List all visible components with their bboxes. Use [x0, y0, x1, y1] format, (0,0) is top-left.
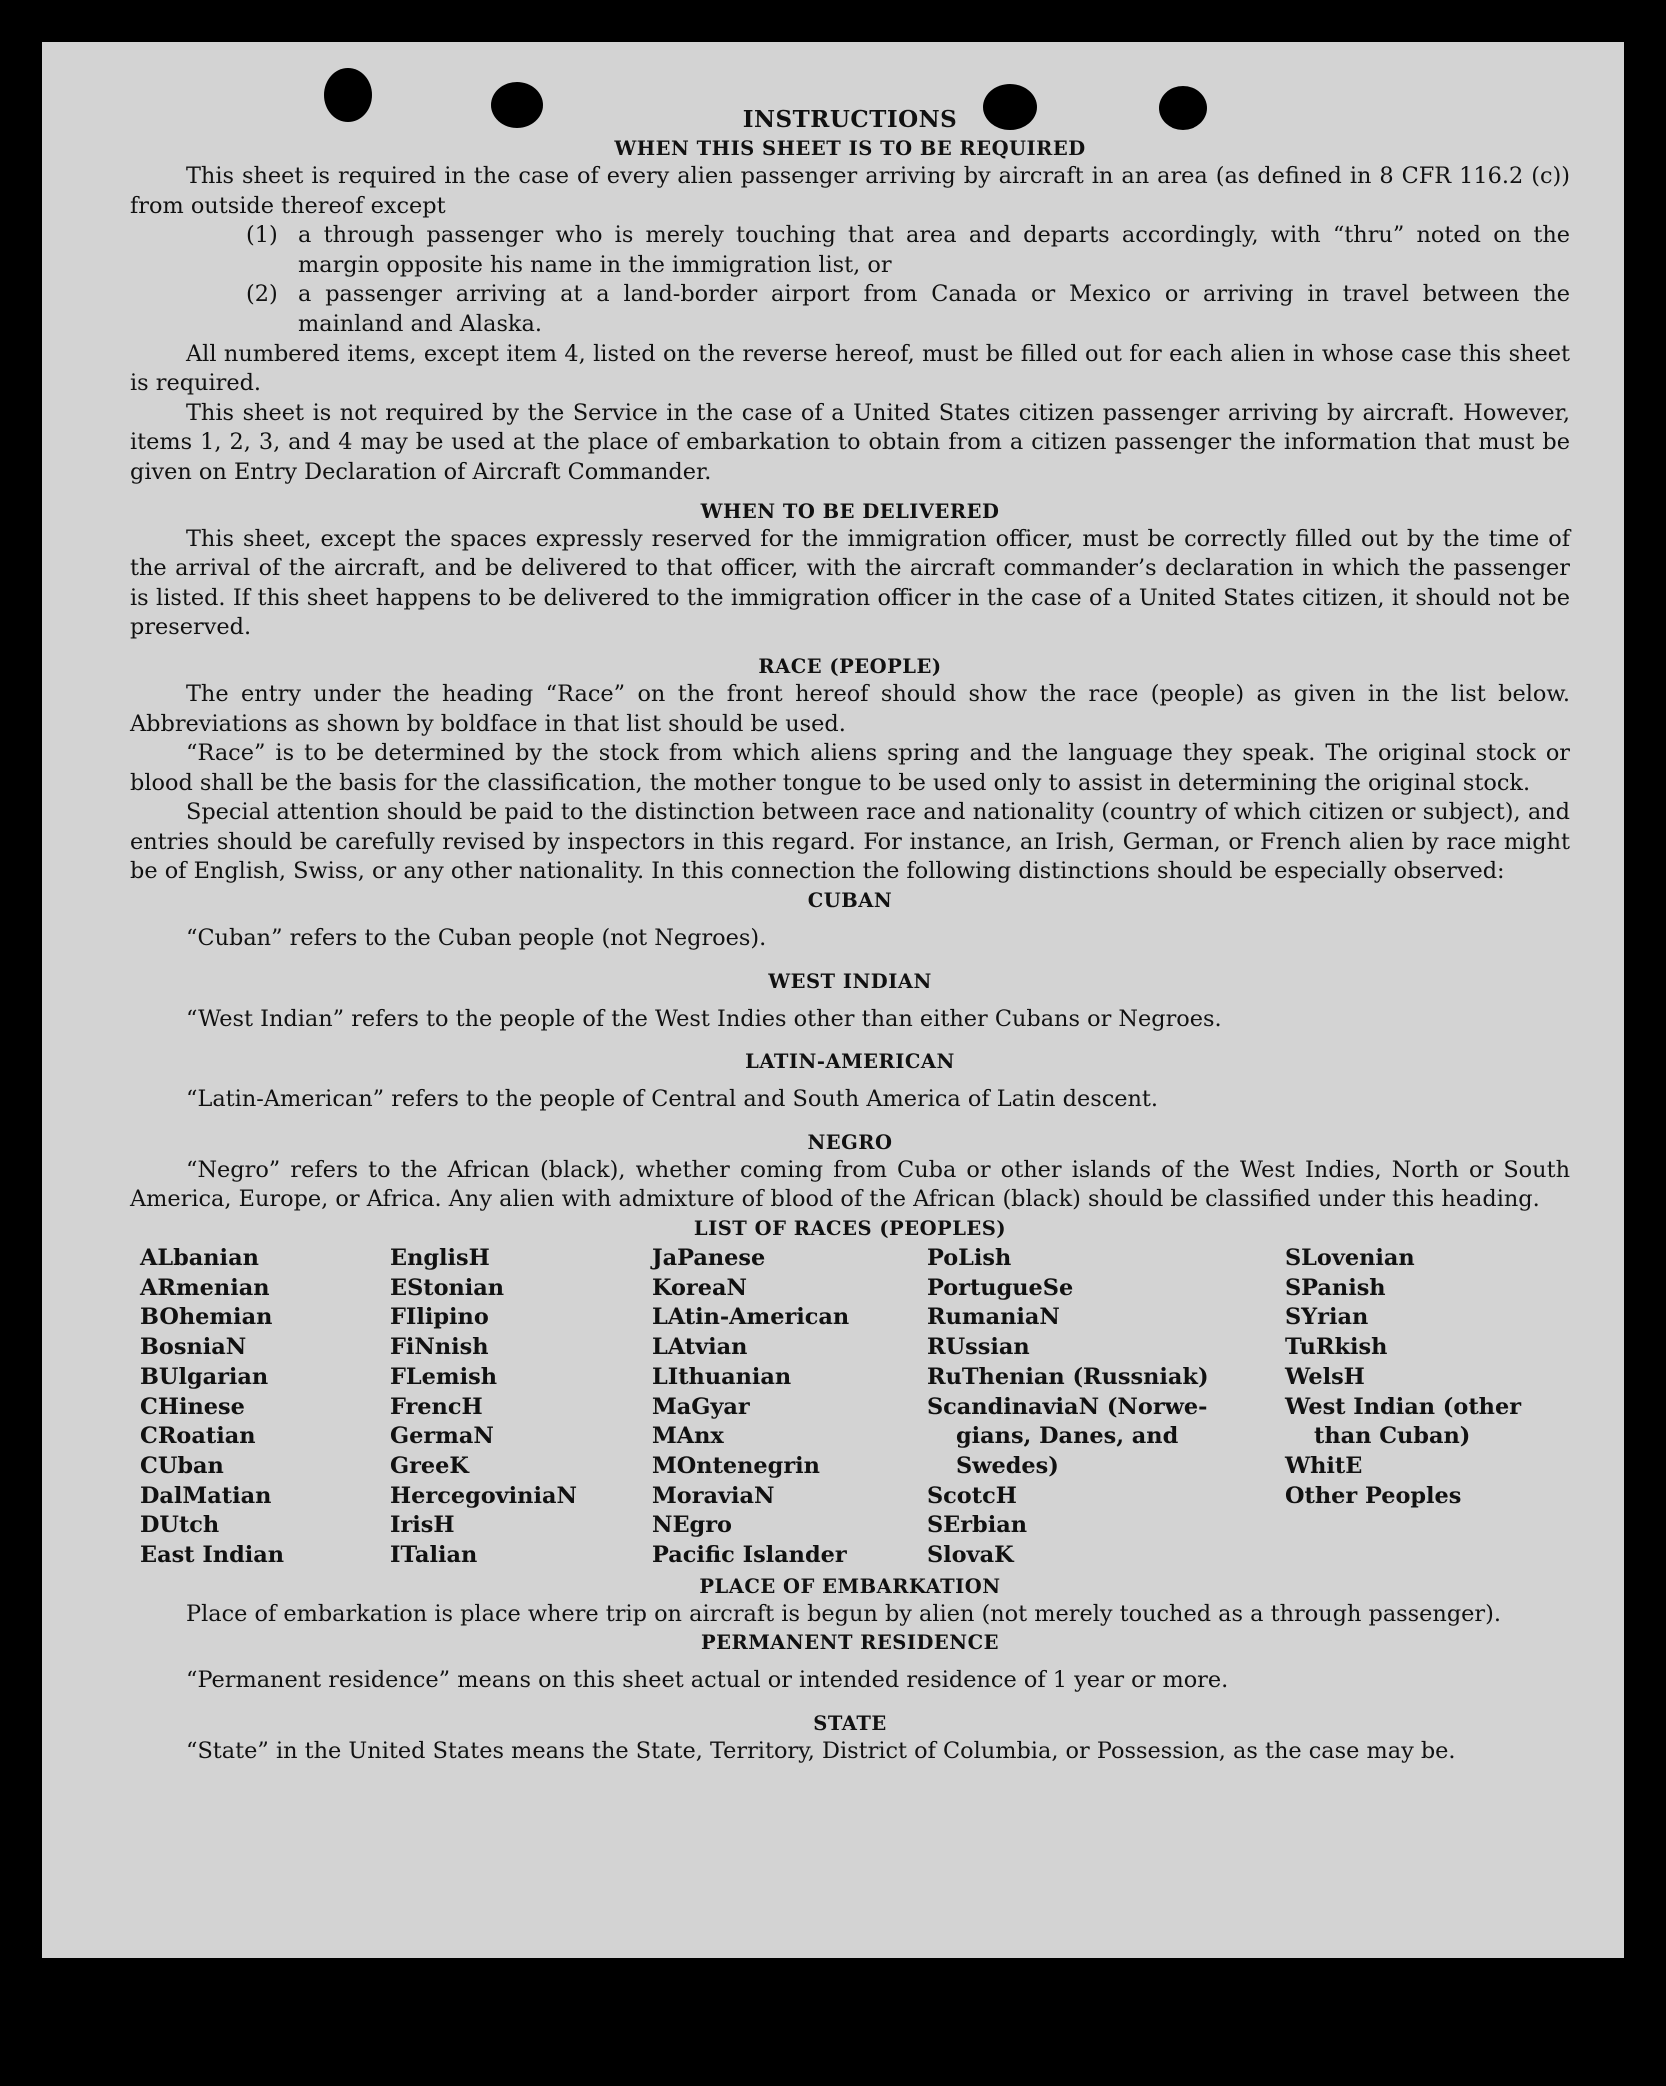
paragraph: “Negro” refers to the African (black), whether coming from Cuba or other islands of the West Indies, North or South America, Europe, or Africa. Any alien with admixture of blood of the African (black) should be classified under this heading.	[130, 1156, 1570, 1213]
race-entry: HercegoviniaN	[390, 1482, 577, 1509]
instructions-body	[130, 106, 1570, 1767]
race-entry: West Indian (other	[1285, 1393, 1521, 1420]
race-entry	[1285, 1541, 1555, 1571]
race-entry: PortugueSe	[927, 1274, 1074, 1301]
item-number: (1)	[246, 222, 278, 249]
race-entry: PoLish	[927, 1245, 1012, 1272]
paragraph: All numbered items, except item 4, listed on the reverse hereof, must be filled out for each alien in whose case this sheet is required.	[130, 340, 1570, 397]
race-entry: FIlipino	[390, 1304, 489, 1331]
list-item	[130, 280, 1570, 339]
section-heading-state: STATE	[813, 1711, 887, 1735]
race-entry: TuRkish	[1285, 1334, 1388, 1361]
race-entry: FiNnish	[390, 1334, 489, 1361]
race-entry: JaPanese	[652, 1245, 766, 1272]
paragraph: Special attention should be paid to the distinction between race and nationality (country of which citizen or subject), and entries should be carefully revised by inspectors in this regard. For instance, an Irish, German, or French alien by race might be of English, Swiss, or any other nationality. In this connection the following distinctions should be especially observed:	[130, 799, 1570, 885]
race-entry: EStonian	[390, 1274, 505, 1301]
race-entry: SYrian	[1285, 1304, 1369, 1331]
section-heading-races-list: LIST OF RACES (PEOPLES)	[693, 1217, 1007, 1241]
race-entry: MAnx	[652, 1423, 724, 1450]
race-entry: ARmenian	[140, 1274, 270, 1301]
paragraph: “Latin-American” refers to the people of Central and South America of Latin descent.	[186, 1086, 1159, 1113]
race-entry: Other Peoples	[1285, 1482, 1462, 1509]
race-entry: LAtin-American	[652, 1304, 850, 1331]
paragraph: This sheet is not required by the Service in the case of a United States citizen passenger arriving by aircraft. However, items 1, 2, 3, and 4 may be used at the place of embarkation to obtain from a citizen passenger the information that must be given on Entry Declaration of Aircraft Commander.	[130, 399, 1570, 485]
race-entry: ScandinaviaN (Norwe-	[927, 1393, 1208, 1420]
race-entry: FLemish	[390, 1363, 497, 1390]
item-number: (2)	[246, 281, 278, 308]
race-entry: EnglisH	[390, 1245, 490, 1272]
paragraph: “Permanent residence” means on this sheet actual or intended residence of 1 year or more.	[186, 1667, 1229, 1694]
race-entry: gians, Danes, and	[956, 1423, 1179, 1450]
race-entry: MoraviaN	[652, 1482, 775, 1509]
race-entry: NEgro	[652, 1512, 732, 1539]
page-title: INSTRUCTIONS	[742, 106, 958, 133]
list-item	[130, 221, 1570, 280]
race-entry: MaGyar	[652, 1393, 750, 1420]
race-entry: DUtch	[140, 1512, 220, 1539]
race-entry: CRoatian	[140, 1423, 256, 1450]
race-entry: RuThenian (Russniak)	[927, 1363, 1209, 1390]
race-entry: CHinese	[140, 1393, 245, 1420]
race-entry: ScotcH	[927, 1482, 1017, 1509]
race-entry: SPanish	[1285, 1274, 1386, 1301]
item-text: a through passenger who is merely touching that area and departs accordingly, with “thru” noted on the margin opposite his name in the immigration list, or	[298, 222, 1570, 278]
section-heading-when-required: WHEN THIS SHEET IS TO BE REQUIRED	[614, 137, 1086, 160]
race-entry	[1285, 1511, 1555, 1541]
race-entry: FrencH	[390, 1393, 483, 1420]
section-heading-cuban: CUBAN	[807, 889, 893, 913]
race-entry: BUlgarian	[140, 1363, 269, 1390]
race-entry: WhitE	[1285, 1452, 1363, 1479]
section-heading-latin-american: LATIN-AMERICAN	[745, 1050, 955, 1074]
section-heading-negro: NEGRO	[807, 1130, 893, 1154]
section-heading-residence: PERMANENT RESIDENCE	[700, 1631, 999, 1655]
race-entry: ALbanian	[140, 1245, 259, 1272]
race-entry: GermaN	[390, 1423, 494, 1450]
race-entry: ITalian	[390, 1542, 478, 1569]
race-entry: BOhemian	[140, 1304, 273, 1331]
race-entry: SlovaK	[927, 1542, 1014, 1569]
race-entry: RUssian	[927, 1334, 1030, 1361]
race-entry: LIthuanian	[652, 1363, 792, 1390]
paragraph: “Cuban” refers to the Cuban people (not Negroes).	[186, 925, 767, 952]
race-entry: RumaniaN	[927, 1304, 1060, 1331]
race-entry: WelsH	[1285, 1363, 1365, 1390]
paragraph: This sheet, except the spaces expressly reserved for the immigration officer, must be correctly filled out by the time of the arrival of the aircraft, and be delivered to that officer, with the aircraft commander’s declaration in which the passenger is listed. If this sheet happens to be delivered to the immigration officer in the case of a United States citizen, it should not be preserved.	[130, 525, 1570, 641]
paragraph: “Race” is to be determined by the stock from which aliens spring and the language they speak. The original stock or blood shall be the basis for the classification, the mother tongue to be used only to assist in determining the original stock.	[130, 740, 1570, 796]
race-entry: than Cuban)	[1314, 1423, 1471, 1450]
section-heading-embarkation: PLACE OF EMBARKATION	[699, 1574, 1001, 1598]
race-entry: CUban	[140, 1452, 224, 1479]
race-entry: BosniaN	[140, 1334, 247, 1361]
race-entry: Pacific Islander	[652, 1542, 847, 1569]
race-entry: SErbian	[927, 1512, 1027, 1539]
race-entry: KoreaN	[652, 1274, 747, 1301]
paragraph: The entry under the heading “Race” on the front hereof should show the race (people) as given in the list below. Abbreviations as shown by boldface in that list should be used.	[130, 680, 1570, 737]
section-heading-west-indian: WEST INDIAN	[768, 969, 932, 993]
section-heading-race: RACE (PEOPLE)	[758, 654, 942, 678]
paragraph: Place of embarkation is place where trip on aircraft is begun by alien (not merely touched as a through passenger).	[186, 1600, 1501, 1627]
race-entry: GreeK	[390, 1452, 469, 1479]
section-heading-when-delivered: WHEN TO BE DELIVERED	[700, 499, 1000, 523]
race-entry: SLovenian	[1285, 1245, 1415, 1272]
race-entry: Swedes)	[956, 1452, 1059, 1479]
paragraph: “State” in the United States means the State, Territory, District of Columbia, or Possession, as the case may be.	[186, 1737, 1456, 1764]
item-text: a passenger arriving at a land-border airport from Canada or Mexico or arriving in travel between the mainland and Alaska.	[298, 281, 1570, 337]
paragraph: “West Indian” refers to the people of the West Indies other than either Cubans or Negroes.	[186, 1005, 1222, 1032]
race-entry: IrisH	[390, 1512, 455, 1539]
race-entry: DalMatian	[140, 1482, 272, 1509]
race-entry: MOntenegrin	[652, 1452, 820, 1479]
race-entry: East Indian	[140, 1542, 285, 1569]
races-list	[140, 1244, 1570, 1571]
paragraph: This sheet is required in the case of every alien passenger arriving by aircraft in an area (as defined in 8 CFR 116.2 (c)) from outside thereof except	[130, 163, 1570, 219]
document-page	[42, 42, 1624, 1958]
race-entry: LAtvian	[652, 1334, 748, 1361]
